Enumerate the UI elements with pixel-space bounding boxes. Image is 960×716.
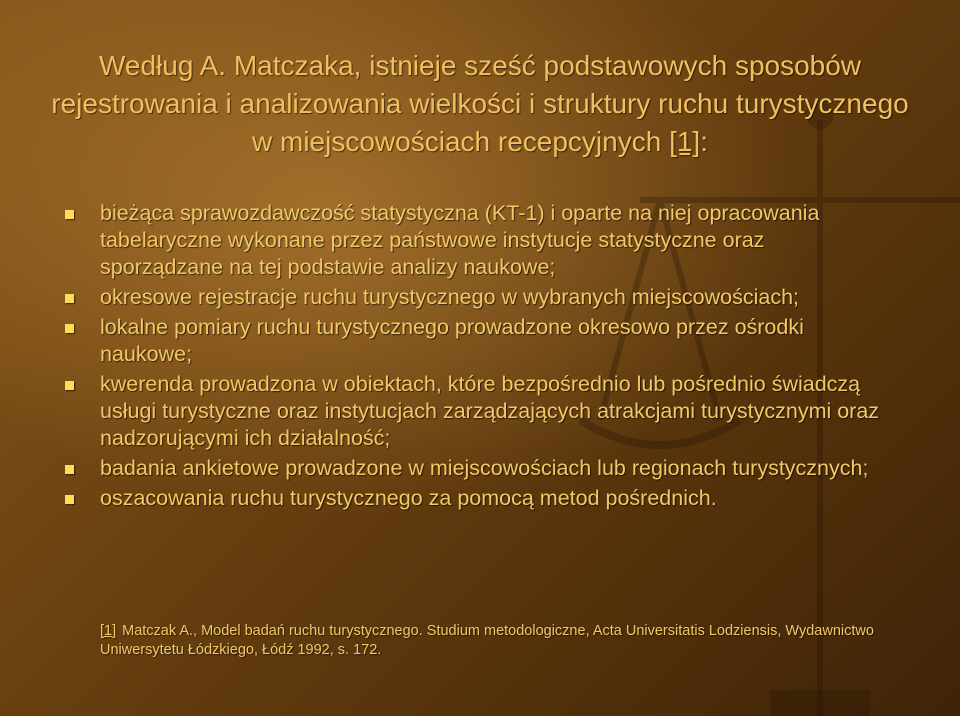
slide-title	[40, 47, 920, 161]
footnote-reference-link[interactable]: [1]	[100, 623, 117, 639]
bullet-text: kwerenda prowadzona w obiektach, które bezpośrednio lub pośrednio świadczą usługi turystyczne oraz instytucjach zarządzających atrakcjami turystycznymi oraz nadzorującymi ich działalność;	[100, 372, 880, 450]
bullet-text: badania ankietowe prowadzone w miejscowościach lub regionach turystycznych;	[100, 456, 869, 480]
footnote-text: Matczak A., Model badań ruchu turystycznego. Studium metodologiczne, Acta Universitatis Lodziensis, Wydawnictwo Uniwersytetu Łódzkiego, Łódź 1992, s. 172.	[100, 623, 874, 658]
bullet-text: bieżąca sprawozdawczość statystyczna (KT-1) i oparte na niej opracowania tabelaryczne wykonane przez państwowe instytucje statystyczne oraz sporządzane na tej podstawie analizy naukowe;	[100, 201, 820, 279]
bullet-text: lokalne pomiary ruchu turystycznego prowadzone okresowo przez ośrodki naukowe;	[100, 315, 804, 366]
square-bullet-icon	[65, 495, 74, 504]
title-suffix: :	[700, 126, 708, 157]
square-bullet-icon	[65, 210, 74, 219]
bullet-text: oszacowania ruchu turystycznego za pomocą metod pośrednich.	[100, 486, 717, 510]
square-bullet-icon	[65, 294, 74, 303]
list-item	[60, 200, 890, 281]
bullet-list	[60, 200, 890, 515]
list-item	[60, 371, 890, 452]
list-item	[60, 485, 890, 512]
list-item	[60, 284, 890, 311]
list-item	[60, 314, 890, 368]
square-bullet-icon	[65, 465, 74, 474]
list-item	[60, 455, 890, 482]
title-reference-link[interactable]: [1]	[669, 126, 701, 157]
footnote	[100, 622, 920, 660]
bullet-text: okresowe rejestracje ruchu turystycznego w wybranych miejscowościach;	[100, 285, 800, 309]
square-bullet-icon	[65, 381, 74, 390]
title-text: Według A. Matczaka, istnieje sześć podstawowych sposobów rejestrowania i analizowania wielkości i struktury ruchu turystycznego w miejscowościach recepcyjnych	[51, 50, 909, 157]
square-bullet-icon	[65, 324, 74, 333]
